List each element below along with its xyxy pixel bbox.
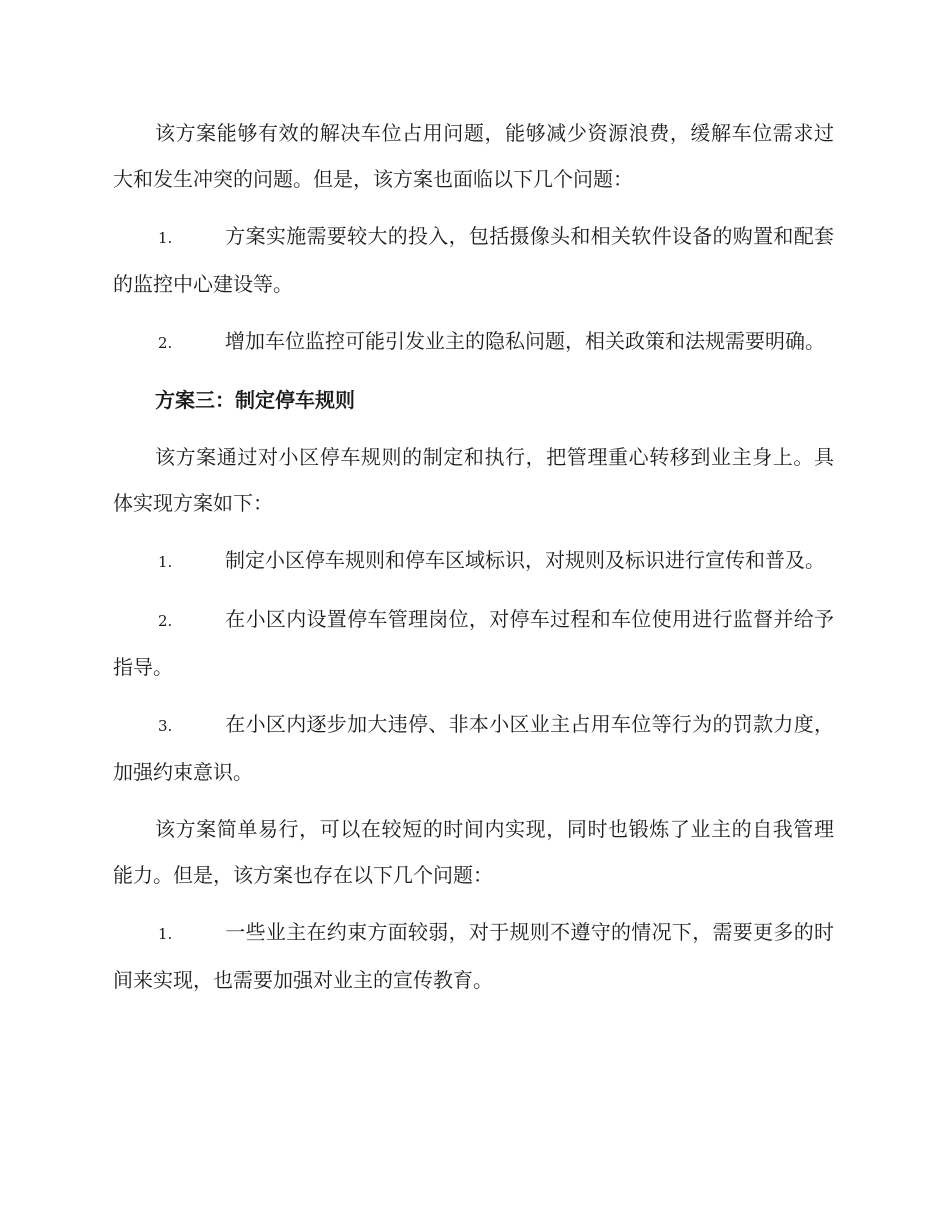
list-item-number: 1. <box>158 229 173 247</box>
list-item-text: 在小区内设置停车管理岗位，对停车过程和车位使用进行监督并给予指导。 <box>113 607 834 679</box>
list-item-number: 2. <box>158 612 173 630</box>
section-heading-plan-three: 方案三：制定停车规则 <box>155 388 355 412</box>
list-item-text: 制定小区停车规则和停车区域标识，对规则及标识进行宣传和普及。 <box>225 548 825 572</box>
list-item <box>113 701 834 795</box>
list-item-text: 在小区内逐步加大违停、非本小区业主占用车位等行为的罚款力度，加强约束意识。 <box>113 712 834 784</box>
paragraph-plan-three-summary: 该方案简单易行，可以在较短的时间内实现，同时也锻炼了业主的自我管理能力。但是，该方案也存在以下几个问题： <box>113 817 834 887</box>
list-item-text: 一些业主在约束方面较弱，对于规则不遵守的情况下，需要更多的时间来实现，也需要加强对业主的宣传教育。 <box>113 920 834 992</box>
list-item <box>113 318 834 366</box>
list-item-number: 2. <box>158 334 173 352</box>
list-item-text: 方案实施需要较大的投入，包括摄像头和相关软件设备的购置和配套的监控中心建设等。 <box>113 224 834 296</box>
paragraph-plan-three-intro: 该方案通过对小区停车规则的制定和执行，把管理重心转移到业主身上。具体实现方案如下： <box>113 445 834 515</box>
list-item-number: 1. <box>158 925 173 943</box>
list-item <box>113 537 834 585</box>
list-item <box>113 213 834 307</box>
list-item-number: 1. <box>158 553 173 571</box>
list-item-text: 增加车位监控可能引发业主的隐私问题，相关政策和法规需要明确。 <box>225 329 825 353</box>
paragraph-plan-two-summary: 该方案能够有效的解决车位占用问题，能够减少资源浪费，缓解车位需求过大和发生冲突的问题。但是，该方案也面临以下几个问题： <box>113 121 834 191</box>
list-item <box>113 596 834 690</box>
list-item-number: 3. <box>158 717 173 735</box>
list-item <box>113 909 834 1003</box>
